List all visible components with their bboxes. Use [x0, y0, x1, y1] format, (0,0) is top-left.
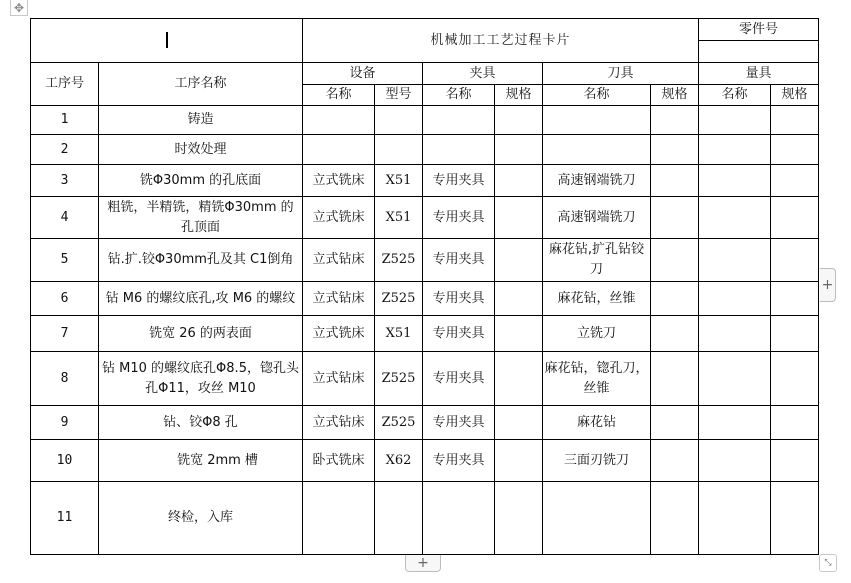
part-no-value[interactable] [699, 41, 819, 63]
equip-model-cell[interactable]: Z525 [375, 352, 423, 406]
col-header-equip-name: 名称 [303, 85, 375, 106]
gauge-name-cell[interactable] [699, 440, 771, 482]
equip-model-cell[interactable]: Z525 [375, 282, 423, 316]
equip-model-cell[interactable]: X62 [375, 440, 423, 482]
op-no-cell[interactable]: 8 [31, 352, 99, 406]
op-no-cell[interactable]: 11 [31, 482, 99, 555]
op-name-cell[interactable]: 钻 M6 的螺纹底孔,攻 M6 的螺纹 [99, 282, 303, 316]
equip-model-cell[interactable]: Z525 [375, 406, 423, 440]
fixture-name-cell[interactable]: 专用夹具 [423, 440, 495, 482]
gauge-name-cell[interactable] [699, 197, 771, 239]
equip-name-cell[interactable] [303, 106, 375, 135]
op-no-cell[interactable]: 10 [31, 440, 99, 482]
op-name-cell[interactable]: 铣Φ30mm 的孔底面 [99, 165, 303, 197]
move-icon: ✥ [13, 0, 25, 15]
col-header-op-name: 工序名称 [99, 63, 303, 106]
fixture-name-cell[interactable]: 专用夹具 [423, 282, 495, 316]
gauge-spec-cell[interactable] [771, 135, 819, 165]
op-name-cell[interactable]: 铸造 [99, 106, 303, 135]
gauge-spec-cell[interactable] [771, 165, 819, 197]
fixture-name-cell[interactable] [423, 106, 495, 135]
tool-name-cell[interactable]: 高速钢端铣刀 [543, 165, 651, 197]
op-no-cell[interactable]: 7 [31, 316, 99, 352]
table-row [31, 482, 819, 555]
gauge-name-cell[interactable] [699, 282, 771, 316]
gauge-spec-cell[interactable] [771, 482, 819, 555]
text-cursor [166, 32, 168, 48]
col-header-gauge-spec: 规格 [771, 85, 819, 106]
col-header-gauge-name: 名称 [699, 85, 771, 106]
header-blank-cell[interactable] [31, 19, 303, 63]
col-header-tool-spec: 规格 [651, 85, 699, 106]
op-name-cell[interactable]: 铣宽 2mm 槽 [99, 440, 303, 482]
fixture-name-cell[interactable]: 专用夹具 [423, 165, 495, 197]
equip-model-cell[interactable]: X51 [375, 197, 423, 239]
gauge-name-cell[interactable] [699, 406, 771, 440]
fixture-name-cell[interactable]: 专用夹具 [423, 352, 495, 406]
table-row [31, 239, 819, 282]
tool-spec-cell[interactable] [651, 239, 699, 282]
op-name-cell[interactable]: 铣宽 26 的两表面 [99, 316, 303, 352]
add-row-button[interactable] [405, 555, 441, 572]
gauge-spec-cell[interactable] [771, 106, 819, 135]
gauge-spec-cell[interactable] [771, 197, 819, 239]
fixture-name-cell[interactable] [423, 135, 495, 165]
tool-name-cell[interactable]: 麻花钻，锪孔刀，丝锥 [543, 352, 651, 406]
fixture-name-cell[interactable]: 专用夹具 [423, 406, 495, 440]
tool-name-cell[interactable]: 麻花钻 [543, 406, 651, 440]
equip-model-cell[interactable]: X51 [375, 316, 423, 352]
fixture-name-cell[interactable]: 专用夹具 [423, 239, 495, 282]
equip-model-cell[interactable] [375, 135, 423, 165]
tool-spec-cell[interactable] [651, 406, 699, 440]
op-no-cell[interactable]: 9 [31, 406, 99, 440]
op-name-cell[interactable]: 钻 M10 的螺纹底孔Φ8.5，锪孔头孔Φ11，攻丝 M10 [99, 352, 303, 406]
equip-name-cell[interactable]: 立式钻床 [303, 406, 375, 440]
plus-icon: + [821, 277, 834, 293]
equip-name-cell[interactable]: 卧式铣床 [303, 440, 375, 482]
equip-name-cell[interactable]: 立式钻床 [303, 352, 375, 406]
gauge-spec-cell[interactable] [771, 316, 819, 352]
fixture-spec-cell[interactable] [495, 135, 543, 165]
tool-name-cell[interactable] [543, 106, 651, 135]
fixture-name-cell[interactable] [423, 482, 495, 555]
op-no-cell[interactable]: 4 [31, 197, 99, 239]
fixture-spec-cell[interactable] [495, 316, 543, 352]
table-row [31, 135, 819, 165]
tool-name-cell[interactable]: 高速钢端铣刀 [543, 197, 651, 239]
tool-spec-cell[interactable] [651, 316, 699, 352]
gauge-name-cell[interactable] [699, 352, 771, 406]
gauge-name-cell[interactable] [699, 239, 771, 282]
gauge-spec-cell[interactable] [771, 352, 819, 406]
fixture-spec-cell[interactable] [495, 106, 543, 135]
col-header-op-no: 工序号 [31, 63, 99, 106]
tool-spec-cell[interactable] [651, 440, 699, 482]
equip-name-cell[interactable] [303, 482, 375, 555]
op-no-cell[interactable]: 6 [31, 282, 99, 316]
process-card-table [30, 18, 819, 555]
fixture-spec-cell[interactable] [495, 440, 543, 482]
op-no-cell[interactable]: 1 [31, 106, 99, 135]
tool-name-cell[interactable]: 麻花钻，丝锥 [543, 282, 651, 316]
table-row [31, 316, 819, 352]
equip-name-cell[interactable]: 立式铣床 [303, 197, 375, 239]
gauge-spec-cell[interactable] [771, 440, 819, 482]
tool-spec-cell[interactable] [651, 282, 699, 316]
op-name-cell[interactable]: 钻、铰Φ8 孔 [99, 406, 303, 440]
equip-model-cell[interactable]: Z525 [375, 239, 423, 282]
col-header-tool-name: 名称 [543, 85, 651, 106]
equip-name-cell[interactable]: 立式钻床 [303, 239, 375, 282]
tool-name-cell[interactable] [543, 135, 651, 165]
equip-model-cell[interactable] [375, 106, 423, 135]
fixture-spec-cell[interactable] [495, 239, 543, 282]
fixture-spec-cell[interactable] [495, 165, 543, 197]
col-header-tool: 刀具 [543, 63, 699, 85]
tool-spec-cell[interactable] [651, 106, 699, 135]
equip-name-cell[interactable]: 立式钻床 [303, 282, 375, 316]
op-name-cell[interactable]: 终检，入库 [99, 482, 303, 555]
tool-spec-cell[interactable] [651, 197, 699, 239]
fixture-name-cell[interactable]: 专用夹具 [423, 316, 495, 352]
gauge-name-cell[interactable] [699, 165, 771, 197]
table-row [31, 440, 819, 482]
tool-spec-cell[interactable] [651, 165, 699, 197]
resize-icon: ⤡ [824, 558, 832, 568]
table-row [31, 197, 819, 239]
tool-spec-cell[interactable] [651, 482, 699, 555]
fixture-spec-cell[interactable] [495, 406, 543, 440]
op-no-cell[interactable]: 3 [31, 165, 99, 197]
table-resize-handle[interactable] [819, 554, 837, 572]
equip-name-cell[interactable]: 立式铣床 [303, 316, 375, 352]
col-header-gauge: 量具 [699, 63, 819, 85]
table-row [31, 282, 819, 316]
equip-model-cell[interactable] [375, 482, 423, 555]
table-move-handle[interactable] [10, 0, 28, 16]
tool-spec-cell[interactable] [651, 352, 699, 406]
equip-model-cell[interactable]: X51 [375, 165, 423, 197]
col-header-fixture-name: 名称 [423, 85, 495, 106]
table-row [31, 106, 819, 135]
fixture-spec-cell[interactable] [495, 282, 543, 316]
equip-name-cell[interactable]: 立式铣床 [303, 165, 375, 197]
fixture-spec-cell[interactable] [495, 352, 543, 406]
table-row [31, 165, 819, 197]
tool-name-cell[interactable] [543, 482, 651, 555]
fixture-spec-cell[interactable] [495, 482, 543, 555]
op-no-cell[interactable]: 2 [31, 135, 99, 165]
table-row [31, 406, 819, 440]
equip-name-cell[interactable] [303, 135, 375, 165]
page-title: 机械加工工艺过程卡片 [303, 19, 699, 63]
gauge-name-cell[interactable] [699, 106, 771, 135]
plus-icon: + [417, 555, 429, 571]
tool-name-cell[interactable]: 立铣刀 [543, 316, 651, 352]
op-name-cell[interactable]: 时效处理 [99, 135, 303, 165]
tool-spec-cell[interactable] [651, 135, 699, 165]
col-header-equipment: 设备 [303, 63, 423, 85]
table-row [31, 352, 819, 406]
gauge-spec-cell[interactable] [771, 239, 819, 282]
part-no-label: 零件号 [699, 19, 819, 41]
col-header-fixture: 夹具 [423, 63, 543, 85]
gauge-name-cell[interactable] [699, 316, 771, 352]
op-name-cell[interactable]: 粗铣，半精铣，精铣Φ30mm 的孔顶面 [99, 197, 303, 239]
gauge-name-cell[interactable] [699, 482, 771, 555]
gauge-spec-cell[interactable] [771, 406, 819, 440]
op-no-cell[interactable]: 5 [31, 239, 99, 282]
fixture-spec-cell[interactable] [495, 197, 543, 239]
col-header-equip-model: 型号 [375, 85, 423, 106]
tool-name-cell[interactable]: 麻花钻,扩孔钻铰刀 [543, 239, 651, 282]
op-name-cell[interactable]: 钻.扩.铰Φ30mm孔及其 C1倒角 [99, 239, 303, 282]
col-header-fixture-spec: 规格 [495, 85, 543, 106]
gauge-spec-cell[interactable] [771, 282, 819, 316]
add-column-button[interactable] [820, 268, 836, 302]
fixture-name-cell[interactable]: 专用夹具 [423, 197, 495, 239]
gauge-name-cell[interactable] [699, 135, 771, 165]
tool-name-cell[interactable]: 三面刃铣刀 [543, 440, 651, 482]
